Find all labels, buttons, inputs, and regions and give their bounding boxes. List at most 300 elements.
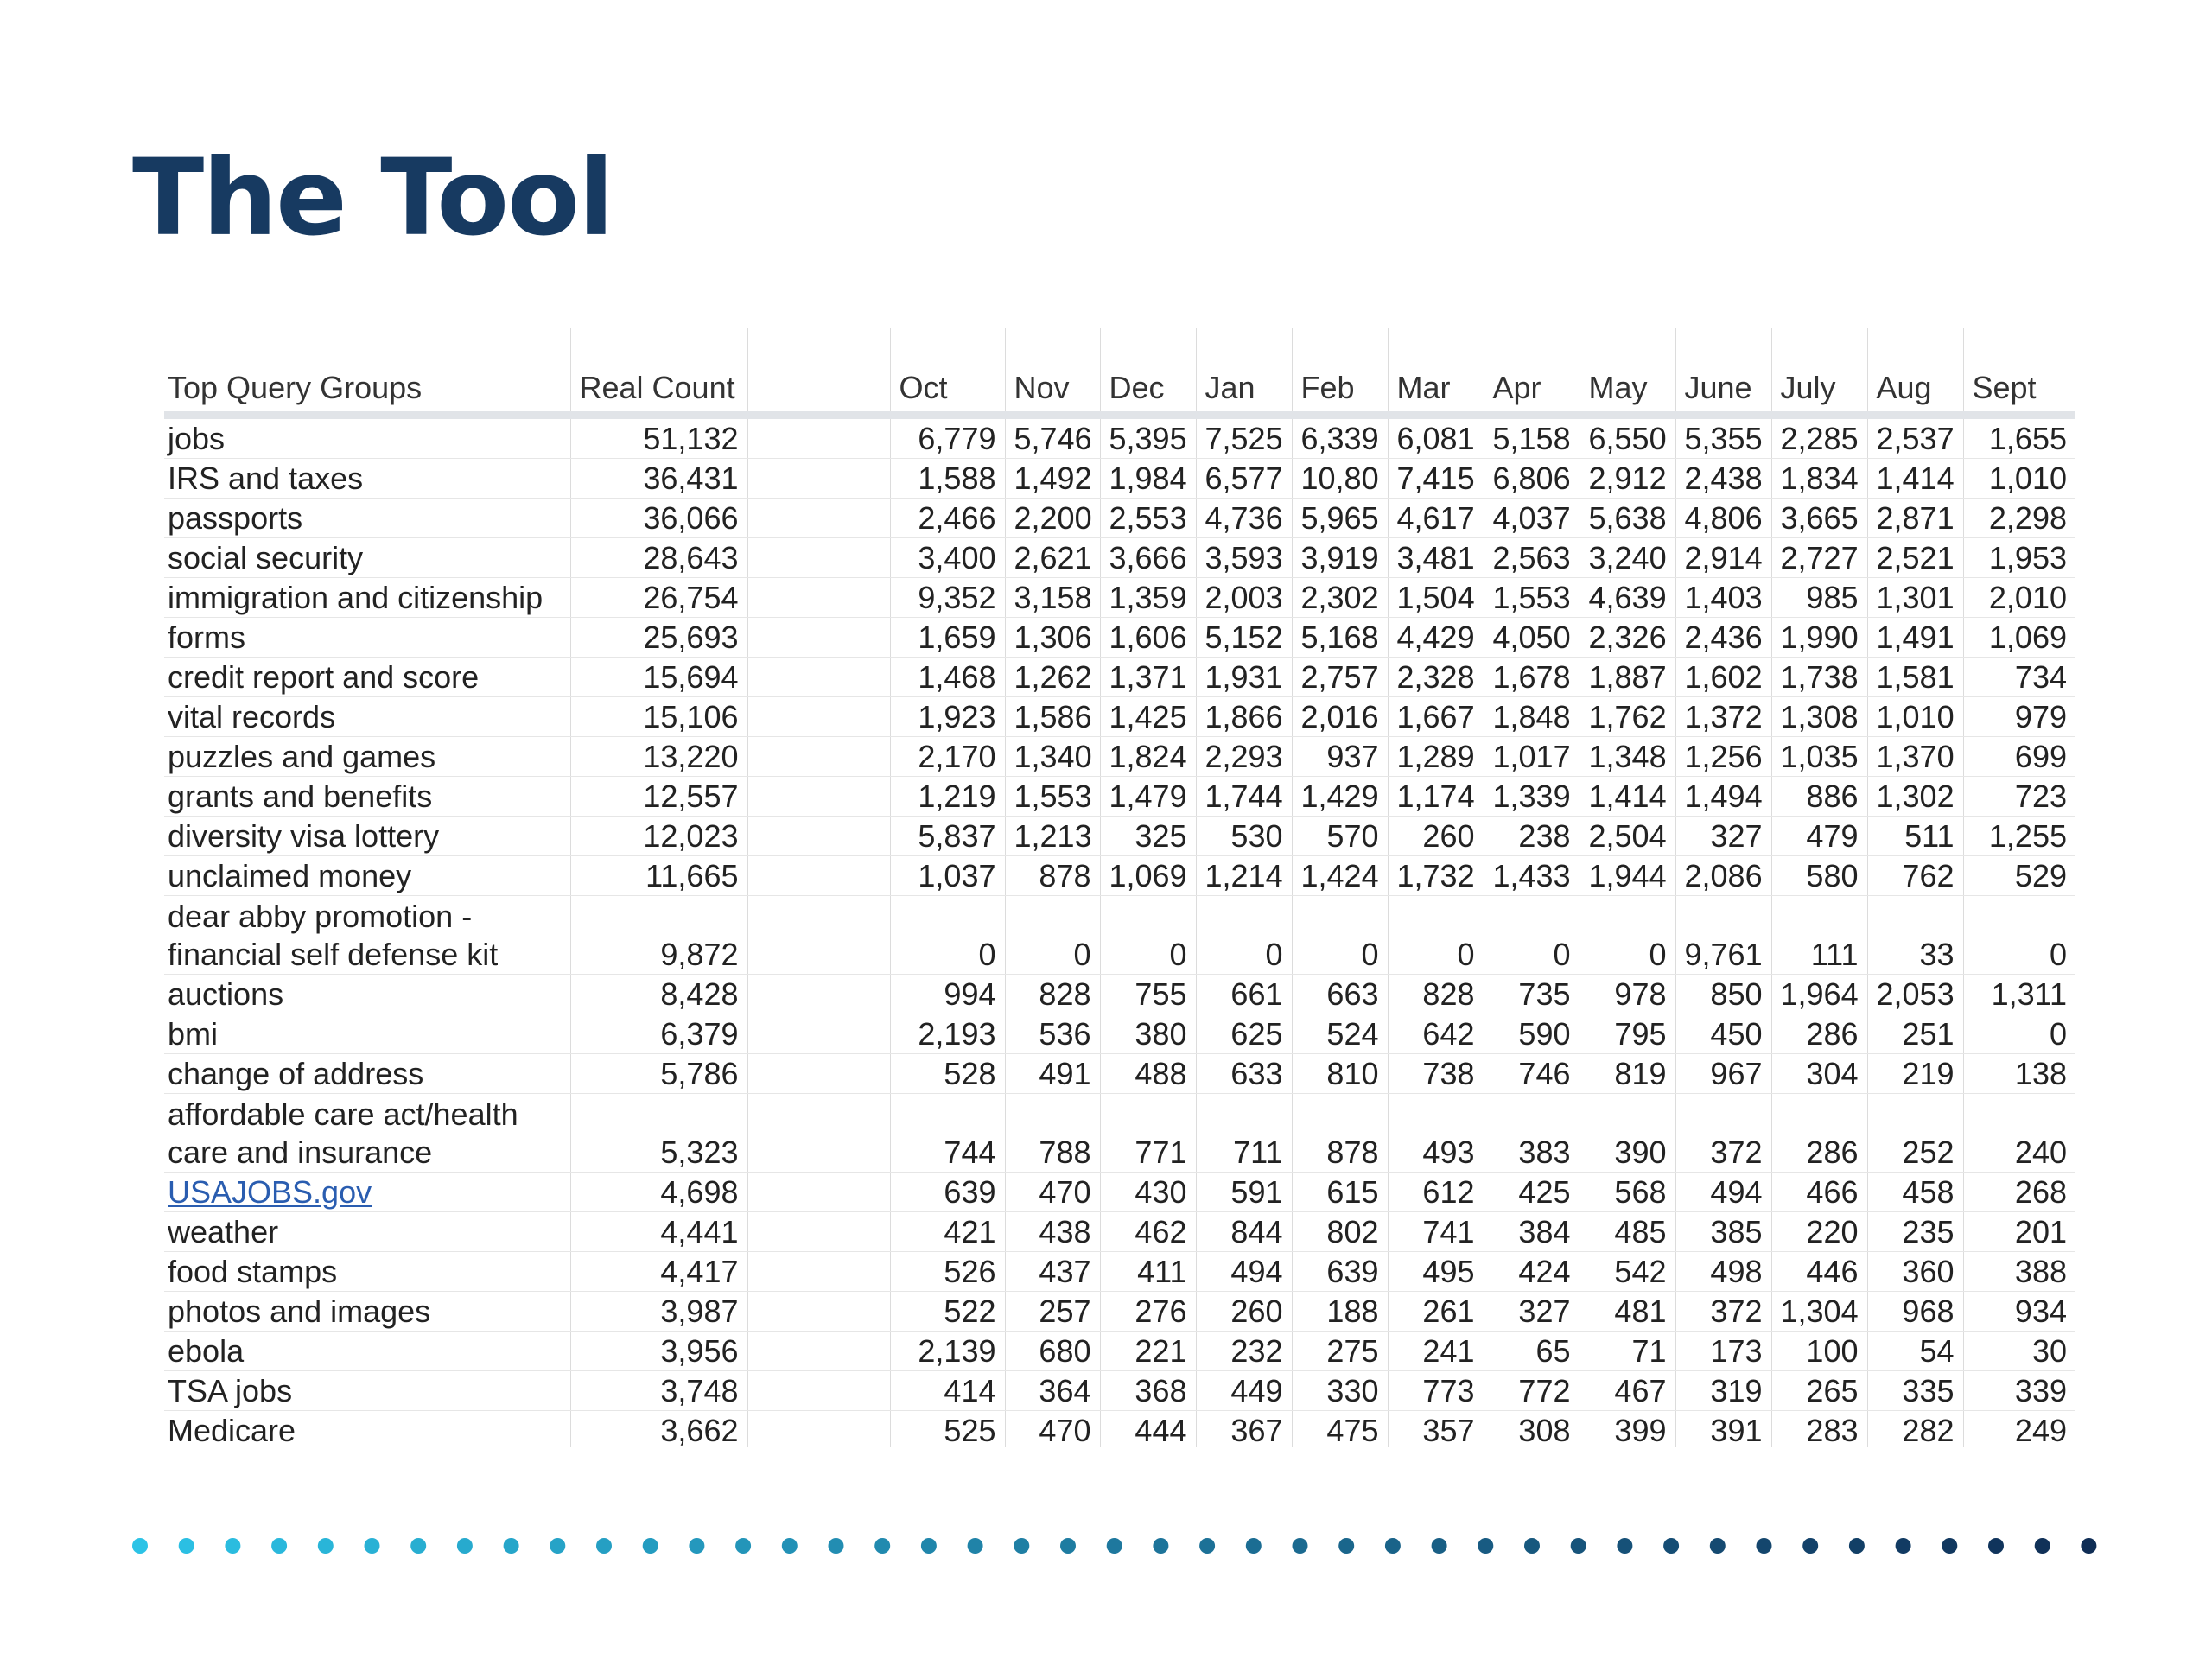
month-value-cell: 219 — [1867, 1054, 1963, 1094]
empty-cell — [747, 578, 890, 618]
month-value-cell: 1,468 — [890, 658, 1005, 697]
divider-dot — [1942, 1538, 1957, 1554]
divider-dot — [318, 1538, 334, 1554]
month-value-cell: 6,550 — [1580, 416, 1675, 459]
query-name: dear abby promotion - financial self defense kit — [164, 896, 570, 975]
month-value-cell: 526 — [890, 1252, 1005, 1292]
column-header: June — [1675, 328, 1771, 416]
month-value-cell: 488 — [1100, 1054, 1196, 1094]
month-value-cell: 2,537 — [1867, 416, 1963, 459]
empty-cell — [747, 856, 890, 896]
month-value-cell: 1,359 — [1100, 578, 1196, 618]
month-value-cell: 33 — [1867, 896, 1963, 975]
month-value-cell: 364 — [1005, 1371, 1100, 1411]
month-value-cell: 773 — [1388, 1371, 1484, 1411]
divider-dot — [410, 1538, 426, 1554]
month-value-cell: 979 — [1963, 697, 2075, 737]
month-value-cell: 1,984 — [1100, 459, 1196, 499]
query-name: vital records — [164, 697, 570, 737]
month-value-cell: 1,553 — [1484, 578, 1580, 618]
table-row — [164, 1332, 2075, 1371]
divider-dot — [1849, 1538, 1865, 1554]
empty-cell — [747, 1173, 890, 1212]
divider-dot — [1710, 1538, 1726, 1554]
month-value-cell: 663 — [1292, 975, 1388, 1014]
month-value-cell: 438 — [1005, 1212, 1100, 1252]
month-value-cell: 335 — [1867, 1371, 1963, 1411]
month-value-cell: 1,010 — [1963, 459, 2075, 499]
month-value-cell: 2,010 — [1963, 578, 2075, 618]
month-value-cell: 4,736 — [1196, 499, 1292, 538]
divider-dot — [1802, 1538, 1818, 1554]
divider-dot — [1617, 1538, 1632, 1554]
month-value-cell: 633 — [1196, 1054, 1292, 1094]
month-value-cell: 1,887 — [1580, 658, 1675, 697]
month-value-cell: 2,016 — [1292, 697, 1388, 737]
month-value-cell: 1,302 — [1867, 777, 1963, 817]
divider-dot — [829, 1538, 844, 1554]
month-value-cell: 462 — [1100, 1212, 1196, 1252]
month-value-cell: 1,732 — [1388, 856, 1484, 896]
query-name: unclaimed money — [164, 856, 570, 896]
month-value-cell: 100 — [1771, 1332, 1867, 1371]
table-row — [164, 1054, 2075, 1094]
column-header: Dec — [1100, 328, 1196, 416]
month-value-cell: 2,436 — [1675, 618, 1771, 658]
month-value-cell: 9,761 — [1675, 896, 1771, 975]
month-value-cell: 265 — [1771, 1371, 1867, 1411]
table-row — [164, 1252, 2075, 1292]
header-row — [164, 328, 2075, 416]
query-name: food stamps — [164, 1252, 570, 1292]
empty-cell — [747, 817, 890, 856]
month-value-cell: 615 — [1292, 1173, 1388, 1212]
table-row — [164, 618, 2075, 658]
month-value-cell: 1,586 — [1005, 697, 1100, 737]
divider-dot — [2035, 1538, 2050, 1554]
month-value-cell: 511 — [1867, 817, 1963, 856]
month-value-cell: 2,871 — [1867, 499, 1963, 538]
month-value-cell: 5,395 — [1100, 416, 1196, 459]
month-value-cell: 475 — [1292, 1411, 1388, 1448]
real-count-cell: 13,220 — [570, 737, 747, 777]
month-value-cell: 414 — [890, 1371, 1005, 1411]
query-name: passports — [164, 499, 570, 538]
month-value-cell: 3,665 — [1771, 499, 1867, 538]
month-value-cell: 2,521 — [1867, 538, 1963, 578]
month-value-cell: 494 — [1196, 1252, 1292, 1292]
month-value-cell: 2,328 — [1388, 658, 1484, 697]
month-value-cell: 680 — [1005, 1332, 1100, 1371]
month-value-cell: 308 — [1484, 1411, 1580, 1448]
month-value-cell: 319 — [1675, 1371, 1771, 1411]
month-value-cell: 699 — [1963, 737, 2075, 777]
column-header: Sept — [1963, 328, 2075, 416]
month-value-cell: 2,053 — [1867, 975, 1963, 1014]
month-value-cell: 1,069 — [1963, 618, 2075, 658]
month-value-cell: 1,824 — [1100, 737, 1196, 777]
divider-dot — [457, 1538, 473, 1554]
month-value-cell: 6,806 — [1484, 459, 1580, 499]
month-value-cell: 530 — [1196, 817, 1292, 856]
month-value-cell: 391 — [1675, 1411, 1771, 1448]
month-value-cell: 522 — [890, 1292, 1005, 1332]
query-name: social security — [164, 538, 570, 578]
month-value-cell: 330 — [1292, 1371, 1388, 1411]
month-value-cell: 2,466 — [890, 499, 1005, 538]
divider-dot — [1432, 1538, 1447, 1554]
month-value-cell: 1,414 — [1580, 777, 1675, 817]
month-value-cell: 372 — [1675, 1094, 1771, 1173]
month-value-cell: 1,340 — [1005, 737, 1100, 777]
column-header: Jan — [1196, 328, 1292, 416]
month-value-cell: 232 — [1196, 1332, 1292, 1371]
month-value-cell: 4,050 — [1484, 618, 1580, 658]
empty-cell — [747, 1014, 890, 1054]
month-value-cell: 446 — [1771, 1252, 1867, 1292]
month-value-cell: 772 — [1484, 1371, 1580, 1411]
month-value-cell: 7,525 — [1196, 416, 1292, 459]
month-value-cell: 828 — [1388, 975, 1484, 1014]
month-value-cell: 529 — [1963, 856, 2075, 896]
month-value-cell: 744 — [890, 1094, 1005, 1173]
month-value-cell: 5,965 — [1292, 499, 1388, 538]
query-table — [164, 328, 2075, 1447]
month-value-cell: 2,727 — [1771, 538, 1867, 578]
divider-dot — [1663, 1538, 1679, 1554]
month-value-cell: 275 — [1292, 1332, 1388, 1371]
table-row — [164, 1371, 2075, 1411]
month-value-cell: 252 — [1867, 1094, 1963, 1173]
month-value-cell: 2,139 — [890, 1332, 1005, 1371]
column-header: Nov — [1005, 328, 1100, 416]
month-value-cell: 0 — [1100, 896, 1196, 975]
month-value-cell: 0 — [890, 896, 1005, 975]
month-value-cell: 0 — [1388, 896, 1484, 975]
month-value-cell: 711 — [1196, 1094, 1292, 1173]
table-row — [164, 896, 2075, 975]
month-value-cell: 1,017 — [1484, 737, 1580, 777]
month-value-cell: 1,429 — [1292, 777, 1388, 817]
month-value-cell: 282 — [1867, 1411, 1963, 1448]
month-value-cell: 734 — [1963, 658, 2075, 697]
month-value-cell: 2,003 — [1196, 578, 1292, 618]
divider-dot — [1757, 1538, 1772, 1554]
month-value-cell: 6,081 — [1388, 416, 1484, 459]
column-header: July — [1771, 328, 1867, 416]
month-value-cell: 1,424 — [1292, 856, 1388, 896]
divider-dot — [1988, 1538, 2004, 1554]
month-value-cell: 304 — [1771, 1054, 1867, 1094]
divider-dot — [1896, 1538, 1911, 1554]
empty-cell — [747, 1411, 890, 1448]
month-value-cell: 828 — [1005, 975, 1100, 1014]
month-value-cell: 339 — [1963, 1371, 2075, 1411]
month-value-cell: 1,308 — [1771, 697, 1867, 737]
divider-dot — [968, 1538, 983, 1554]
real-count-cell: 4,417 — [570, 1252, 747, 1292]
real-count-cell: 3,662 — [570, 1411, 747, 1448]
month-value-cell: 2,621 — [1005, 538, 1100, 578]
divider-dot — [689, 1538, 704, 1554]
month-value-cell: 249 — [1963, 1411, 2075, 1448]
divider-dot — [271, 1538, 287, 1554]
month-value-cell: 810 — [1292, 1054, 1388, 1094]
month-value-cell: 470 — [1005, 1173, 1100, 1212]
divider-dot — [643, 1538, 658, 1554]
month-value-cell: 458 — [1867, 1173, 1963, 1212]
month-value-cell: 5,168 — [1292, 618, 1388, 658]
month-value-cell: 625 — [1196, 1014, 1292, 1054]
real-count-cell: 15,694 — [570, 658, 747, 697]
table-row — [164, 499, 2075, 538]
month-value-cell: 467 — [1580, 1371, 1675, 1411]
month-value-cell: 1,762 — [1580, 697, 1675, 737]
month-value-cell: 850 — [1675, 975, 1771, 1014]
spreadsheet-image — [164, 328, 2075, 1447]
month-value-cell: 762 — [1867, 856, 1963, 896]
month-value-cell: 138 — [1963, 1054, 2075, 1094]
month-value-cell: 1,744 — [1196, 777, 1292, 817]
empty-cell — [747, 1212, 890, 1252]
month-value-cell: 3,158 — [1005, 578, 1100, 618]
month-value-cell: 771 — [1100, 1094, 1196, 1173]
month-value-cell: 937 — [1292, 737, 1388, 777]
month-value-cell: 257 — [1005, 1292, 1100, 1332]
divider-dot — [874, 1538, 890, 1554]
month-value-cell: 1,370 — [1867, 737, 1963, 777]
month-value-cell: 491 — [1005, 1054, 1100, 1094]
month-value-cell: 1,659 — [890, 618, 1005, 658]
month-value-cell: 1,301 — [1867, 578, 1963, 618]
month-value-cell: 220 — [1771, 1212, 1867, 1252]
month-value-cell: 2,285 — [1771, 416, 1867, 459]
month-value-cell: 2,193 — [890, 1014, 1005, 1054]
month-value-cell: 1,069 — [1100, 856, 1196, 896]
month-value-cell: 2,553 — [1100, 499, 1196, 538]
month-value-cell: 4,806 — [1675, 499, 1771, 538]
month-value-cell: 1,414 — [1867, 459, 1963, 499]
divider-dot — [1338, 1538, 1354, 1554]
month-value-cell: 1,931 — [1196, 658, 1292, 697]
month-value-cell: 1,425 — [1100, 697, 1196, 737]
month-value-cell: 260 — [1196, 1292, 1292, 1332]
month-value-cell: 1,289 — [1388, 737, 1484, 777]
column-header — [747, 328, 890, 416]
month-value-cell: 2,298 — [1963, 499, 2075, 538]
column-header: May — [1580, 328, 1675, 416]
real-count-cell: 3,748 — [570, 1371, 747, 1411]
month-value-cell: 1,403 — [1675, 578, 1771, 618]
month-value-cell: 2,326 — [1580, 618, 1675, 658]
month-value-cell: 0 — [1580, 896, 1675, 975]
month-value-cell: 525 — [890, 1411, 1005, 1448]
month-value-cell: 384 — [1484, 1212, 1580, 1252]
month-value-cell: 2,086 — [1675, 856, 1771, 896]
query-name: jobs — [164, 416, 570, 459]
month-value-cell: 0 — [1005, 896, 1100, 975]
month-value-cell: 430 — [1100, 1173, 1196, 1212]
month-value-cell: 495 — [1388, 1252, 1484, 1292]
month-value-cell: 235 — [1867, 1212, 1963, 1252]
month-value-cell: 411 — [1100, 1252, 1196, 1292]
table-row — [164, 459, 2075, 499]
month-value-cell: 878 — [1005, 856, 1100, 896]
query-name: weather — [164, 1212, 570, 1252]
month-value-cell: 795 — [1580, 1014, 1675, 1054]
divider-dot — [1014, 1538, 1029, 1554]
month-value-cell: 3,666 — [1100, 538, 1196, 578]
empty-cell — [747, 896, 890, 975]
month-value-cell: 388 — [1963, 1252, 2075, 1292]
month-value-cell: 1,306 — [1005, 618, 1100, 658]
month-value-cell: 1,581 — [1867, 658, 1963, 697]
month-value-cell: 65 — [1484, 1332, 1580, 1371]
month-value-cell: 570 — [1292, 817, 1388, 856]
divider-dot — [921, 1538, 937, 1554]
divider-dot — [1199, 1538, 1215, 1554]
real-count-cell: 28,643 — [570, 538, 747, 578]
month-value-cell: 173 — [1675, 1332, 1771, 1371]
month-value-cell: 1,304 — [1771, 1292, 1867, 1332]
divider-dot — [596, 1538, 612, 1554]
month-value-cell: 5,355 — [1675, 416, 1771, 459]
month-value-cell: 2,504 — [1580, 817, 1675, 856]
column-header: Apr — [1484, 328, 1580, 416]
month-value-cell: 283 — [1771, 1411, 1867, 1448]
month-value-cell: 286 — [1771, 1014, 1867, 1054]
real-count-cell: 12,023 — [570, 817, 747, 856]
empty-cell — [747, 697, 890, 737]
month-value-cell: 268 — [1963, 1173, 2075, 1212]
month-value-cell: 1,348 — [1580, 737, 1675, 777]
real-count-cell: 12,557 — [570, 777, 747, 817]
month-value-cell: 276 — [1100, 1292, 1196, 1332]
query-link[interactable]: USAJOBS.gov — [164, 1173, 570, 1212]
divider-dot — [1478, 1538, 1493, 1554]
month-value-cell: 368 — [1100, 1371, 1196, 1411]
real-count-cell: 36,431 — [570, 459, 747, 499]
query-name: grants and benefits — [164, 777, 570, 817]
empty-cell — [747, 1332, 890, 1371]
month-value-cell: 1,553 — [1005, 777, 1100, 817]
month-value-cell: 1,256 — [1675, 737, 1771, 777]
real-count-cell: 4,698 — [570, 1173, 747, 1212]
query-name: TSA jobs — [164, 1371, 570, 1411]
month-value-cell: 390 — [1580, 1094, 1675, 1173]
month-value-cell: 1,433 — [1484, 856, 1580, 896]
month-value-cell: 383 — [1484, 1094, 1580, 1173]
empty-cell — [747, 416, 890, 459]
month-value-cell: 2,757 — [1292, 658, 1388, 697]
query-name: auctions — [164, 975, 570, 1014]
month-value-cell: 54 — [1867, 1332, 1963, 1371]
month-value-cell: 985 — [1771, 578, 1867, 618]
month-value-cell: 1,262 — [1005, 658, 1100, 697]
month-value-cell: 1,848 — [1484, 697, 1580, 737]
month-value-cell: 886 — [1771, 777, 1867, 817]
table-row — [164, 416, 2075, 459]
month-value-cell: 493 — [1388, 1094, 1484, 1173]
divider-dot — [1524, 1538, 1540, 1554]
month-value-cell: 7,415 — [1388, 459, 1484, 499]
month-value-cell: 4,429 — [1388, 618, 1484, 658]
month-value-cell: 580 — [1771, 856, 1867, 896]
month-value-cell: 746 — [1484, 1054, 1580, 1094]
month-value-cell: 399 — [1580, 1411, 1675, 1448]
table-row — [164, 1292, 2075, 1332]
month-value-cell: 1,010 — [1867, 697, 1963, 737]
month-value-cell: 241 — [1388, 1332, 1484, 1371]
real-count-cell: 15,106 — [570, 697, 747, 737]
column-header: Aug — [1867, 328, 1963, 416]
month-value-cell: 357 — [1388, 1411, 1484, 1448]
month-value-cell: 1,964 — [1771, 975, 1867, 1014]
month-value-cell: 4,037 — [1484, 499, 1580, 538]
month-value-cell: 286 — [1771, 1094, 1867, 1173]
table-row — [164, 1014, 2075, 1054]
empty-cell — [747, 1371, 890, 1411]
empty-cell — [747, 618, 890, 658]
divider-dot — [735, 1538, 751, 1554]
month-value-cell: 802 — [1292, 1212, 1388, 1252]
month-value-cell: 444 — [1100, 1411, 1196, 1448]
month-value-cell: 2,914 — [1675, 538, 1771, 578]
table-row — [164, 697, 2075, 737]
divider-dot — [782, 1538, 798, 1554]
month-value-cell: 1,504 — [1388, 578, 1484, 618]
query-name: ebola — [164, 1332, 570, 1371]
query-name: change of address — [164, 1054, 570, 1094]
query-name: puzzles and games — [164, 737, 570, 777]
month-value-cell: 6,339 — [1292, 416, 1388, 459]
month-value-cell: 2,912 — [1580, 459, 1675, 499]
table-body — [164, 416, 2075, 1448]
month-value-cell: 5,158 — [1484, 416, 1580, 459]
month-value-cell: 1,588 — [890, 459, 1005, 499]
month-value-cell: 612 — [1388, 1173, 1484, 1212]
month-value-cell: 2,438 — [1675, 459, 1771, 499]
month-value-cell: 2,563 — [1484, 538, 1580, 578]
divider-dot — [179, 1538, 194, 1554]
month-value-cell: 1,990 — [1771, 618, 1867, 658]
query-name: IRS and taxes — [164, 459, 570, 499]
empty-cell — [747, 1252, 890, 1292]
query-name: affordable care act/health care and insurance — [164, 1094, 570, 1173]
month-value-cell: 470 — [1005, 1411, 1100, 1448]
query-name: forms — [164, 618, 570, 658]
month-value-cell: 421 — [890, 1212, 1005, 1252]
column-header: Mar — [1388, 328, 1484, 416]
month-value-cell: 0 — [1196, 896, 1292, 975]
divider-dot — [1060, 1538, 1076, 1554]
query-name: bmi — [164, 1014, 570, 1054]
month-value-cell: 639 — [890, 1173, 1005, 1212]
real-count-cell: 51,132 — [570, 416, 747, 459]
month-value-cell: 1,372 — [1675, 697, 1771, 737]
month-value-cell: 1,667 — [1388, 697, 1484, 737]
table-row — [164, 737, 2075, 777]
column-header: Oct — [890, 328, 1005, 416]
real-count-cell: 5,323 — [570, 1094, 747, 1173]
month-value-cell: 0 — [1484, 896, 1580, 975]
month-value-cell: 9,352 — [890, 578, 1005, 618]
month-value-cell: 542 — [1580, 1252, 1675, 1292]
month-value-cell: 437 — [1005, 1252, 1100, 1292]
real-count-cell: 9,872 — [570, 896, 747, 975]
empty-cell — [747, 658, 890, 697]
month-value-cell: 994 — [890, 975, 1005, 1014]
